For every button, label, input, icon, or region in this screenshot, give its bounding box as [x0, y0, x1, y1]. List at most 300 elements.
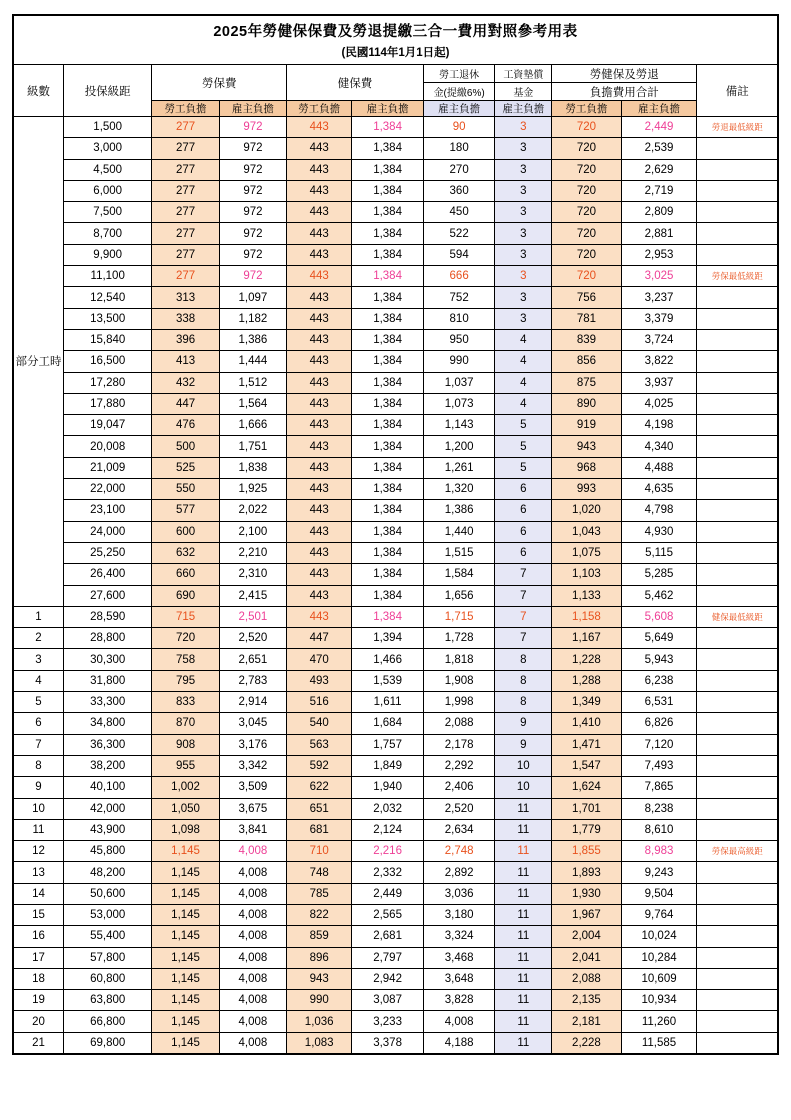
row-grade: 20: [13, 1011, 64, 1032]
row-total-employer: 8,610: [621, 819, 697, 840]
th-total-1: 勞健保及勞退: [552, 65, 697, 83]
row-remark: [697, 904, 778, 925]
row-remark: [697, 521, 778, 542]
row-health-employer: 2,332: [352, 862, 424, 883]
row-total-worker: 839: [552, 329, 621, 350]
row-total-employer: 2,449: [621, 117, 697, 138]
row-labor-worker: 1,145: [152, 968, 219, 989]
row-total-employer: 4,025: [621, 393, 697, 414]
row-labor-worker: 413: [152, 351, 219, 372]
row-health-worker: 443: [287, 457, 352, 478]
row-health-employer: 1,466: [352, 649, 424, 670]
table-row: [13, 841, 778, 862]
row-labor-worker: 525: [152, 457, 219, 478]
row-health-employer: 2,797: [352, 947, 424, 968]
row-labor-employer: 1,444: [219, 351, 286, 372]
row-labor-employer: 972: [219, 202, 286, 223]
row-remark: [697, 138, 778, 159]
row-remark: 勞退最低級距: [697, 117, 778, 138]
row-labor-worker: 1,145: [152, 1011, 219, 1032]
row-bracket: 63,800: [64, 990, 152, 1011]
row-grade: 21: [13, 1032, 64, 1054]
row-total-employer: 4,198: [621, 415, 697, 436]
row-wagefund-employer: 11: [495, 1032, 552, 1054]
row-total-employer: 6,238: [621, 670, 697, 691]
row-labor-employer: 972: [219, 117, 286, 138]
row-pension-employer: 3,648: [423, 968, 495, 989]
row-pension-employer: 2,748: [423, 841, 495, 862]
row-total-worker: 875: [552, 372, 621, 393]
row-pension-employer: 3,324: [423, 926, 495, 947]
row-health-worker: 822: [287, 904, 352, 925]
row-bracket: 19,047: [64, 415, 152, 436]
row-health-employer: 1,384: [352, 180, 424, 201]
row-health-employer: 1,384: [352, 372, 424, 393]
row-total-employer: 8,983: [621, 841, 697, 862]
row-pension-employer: 594: [423, 244, 495, 265]
row-wagefund-employer: 11: [495, 968, 552, 989]
row-bracket: 16,500: [64, 351, 152, 372]
row-total-worker: 856: [552, 351, 621, 372]
row-pension-employer: 1,386: [423, 500, 495, 521]
row-pension-employer: 2,634: [423, 819, 495, 840]
table-row: [13, 862, 778, 883]
row-wagefund-employer: 5: [495, 457, 552, 478]
row-labor-worker: 550: [152, 479, 219, 500]
row-wagefund-employer: 11: [495, 798, 552, 819]
row-wagefund-employer: 5: [495, 415, 552, 436]
table-row: [13, 755, 778, 776]
row-wagefund-employer: 8: [495, 670, 552, 691]
row-wagefund-employer: 8: [495, 649, 552, 670]
row-labor-worker: 577: [152, 500, 219, 521]
table-row: [13, 819, 778, 840]
row-total-worker: 890: [552, 393, 621, 414]
row-wagefund-employer: 7: [495, 606, 552, 627]
row-health-employer: 2,942: [352, 968, 424, 989]
row-labor-employer: 4,008: [219, 904, 286, 925]
row-wagefund-employer: 6: [495, 479, 552, 500]
row-wagefund-employer: 4: [495, 372, 552, 393]
th-wagefund-1: 工資墊償: [495, 65, 552, 83]
row-labor-employer: 972: [219, 180, 286, 201]
row-remark: [697, 1011, 778, 1032]
row-total-worker: 1,547: [552, 755, 621, 776]
row-wagefund-employer: 3: [495, 138, 552, 159]
row-grade: 12: [13, 841, 64, 862]
row-health-worker: 443: [287, 542, 352, 563]
row-health-worker: 443: [287, 585, 352, 606]
row-labor-worker: 447: [152, 393, 219, 414]
row-pension-employer: 1,200: [423, 436, 495, 457]
row-health-employer: 1,539: [352, 670, 424, 691]
row-pension-employer: 950: [423, 329, 495, 350]
row-health-worker: 443: [287, 308, 352, 329]
row-health-worker: 651: [287, 798, 352, 819]
row-wagefund-employer: 9: [495, 713, 552, 734]
row-total-employer: 3,822: [621, 351, 697, 372]
row-pension-employer: 2,406: [423, 777, 495, 798]
row-labor-worker: 1,145: [152, 904, 219, 925]
row-health-worker: 943: [287, 968, 352, 989]
row-wagefund-employer: 3: [495, 117, 552, 138]
row-bracket: 42,000: [64, 798, 152, 819]
row-health-worker: 443: [287, 372, 352, 393]
row-pension-employer: 180: [423, 138, 495, 159]
row-labor-employer: 3,675: [219, 798, 286, 819]
row-total-worker: 919: [552, 415, 621, 436]
row-wagefund-employer: 11: [495, 904, 552, 925]
row-pension-employer: 1,073: [423, 393, 495, 414]
table-row: [13, 457, 778, 478]
th-pension-employer: 雇主負擔: [423, 101, 495, 117]
row-bracket: 30,300: [64, 649, 152, 670]
row-labor-worker: 432: [152, 372, 219, 393]
row-labor-employer: 972: [219, 159, 286, 180]
table-row: [13, 904, 778, 925]
fee-comparison-table: [12, 14, 779, 1055]
row-wagefund-employer: 9: [495, 734, 552, 755]
row-labor-worker: 690: [152, 585, 219, 606]
row-wagefund-employer: 6: [495, 500, 552, 521]
row-labor-employer: 2,520: [219, 628, 286, 649]
th-remark: 備註: [697, 65, 778, 117]
row-total-worker: 720: [552, 159, 621, 180]
row-total-employer: 4,930: [621, 521, 697, 542]
th-labor-employer: 雇主負擔: [219, 101, 286, 117]
row-total-employer: 4,798: [621, 500, 697, 521]
row-labor-worker: 715: [152, 606, 219, 627]
row-grade: 1: [13, 606, 64, 627]
row-health-worker: 516: [287, 692, 352, 713]
row-total-worker: 1,075: [552, 542, 621, 563]
row-total-worker: 2,135: [552, 990, 621, 1011]
row-bracket: 3,000: [64, 138, 152, 159]
row-health-employer: 3,378: [352, 1032, 424, 1054]
table-row: [13, 393, 778, 414]
row-pension-employer: 2,088: [423, 713, 495, 734]
row-grade: 17: [13, 947, 64, 968]
table-row: [13, 968, 778, 989]
row-total-worker: 1,967: [552, 904, 621, 925]
row-total-employer: 6,826: [621, 713, 697, 734]
row-total-worker: 2,041: [552, 947, 621, 968]
title-row: [13, 15, 778, 65]
table-row: [13, 266, 778, 287]
row-labor-employer: 3,176: [219, 734, 286, 755]
row-total-employer: 4,488: [621, 457, 697, 478]
row-bracket: 12,540: [64, 287, 152, 308]
row-remark: [697, 649, 778, 670]
row-bracket: 31,800: [64, 670, 152, 691]
row-grade: 4: [13, 670, 64, 691]
row-total-employer: 2,539: [621, 138, 697, 159]
row-wagefund-employer: 4: [495, 393, 552, 414]
row-total-employer: 7,120: [621, 734, 697, 755]
row-labor-worker: 720: [152, 628, 219, 649]
th-grade: 級數: [13, 65, 64, 117]
row-total-employer: 2,953: [621, 244, 697, 265]
table-row: [13, 649, 778, 670]
title-cell: [13, 15, 778, 65]
row-bracket: 26,400: [64, 564, 152, 585]
row-total-worker: 781: [552, 308, 621, 329]
th-labor-insurance: 勞保費: [152, 65, 287, 101]
row-total-employer: 10,934: [621, 990, 697, 1011]
table-row: [13, 436, 778, 457]
row-health-worker: 443: [287, 329, 352, 350]
row-remark: [697, 734, 778, 755]
row-total-worker: 2,181: [552, 1011, 621, 1032]
row-bracket: 57,800: [64, 947, 152, 968]
row-health-worker: 443: [287, 436, 352, 457]
row-labor-worker: 1,145: [152, 990, 219, 1011]
table-row: [13, 713, 778, 734]
row-pension-employer: 90: [423, 117, 495, 138]
row-pension-employer: 1,656: [423, 585, 495, 606]
row-pension-employer: 810: [423, 308, 495, 329]
row-labor-employer: 1,564: [219, 393, 286, 414]
row-remark: [697, 542, 778, 563]
row-total-worker: 720: [552, 117, 621, 138]
row-remark: [697, 968, 778, 989]
row-total-worker: 720: [552, 223, 621, 244]
row-wagefund-employer: 11: [495, 862, 552, 883]
row-total-employer: 8,238: [621, 798, 697, 819]
row-labor-employer: 972: [219, 266, 286, 287]
row-health-worker: 443: [287, 521, 352, 542]
row-total-employer: 5,462: [621, 585, 697, 606]
row-labor-employer: 1,925: [219, 479, 286, 500]
row-total-worker: 1,167: [552, 628, 621, 649]
row-health-worker: 443: [287, 244, 352, 265]
row-health-employer: 1,384: [352, 606, 424, 627]
row-labor-worker: 277: [152, 223, 219, 244]
row-labor-worker: 277: [152, 180, 219, 201]
row-grade: 6: [13, 713, 64, 734]
table-row: [13, 329, 778, 350]
row-bracket: 50,600: [64, 883, 152, 904]
row-total-worker: 720: [552, 266, 621, 287]
row-labor-employer: 1,838: [219, 457, 286, 478]
row-labor-employer: 2,783: [219, 670, 286, 691]
row-total-worker: 993: [552, 479, 621, 500]
row-wagefund-employer: 11: [495, 990, 552, 1011]
row-bracket: 21,009: [64, 457, 152, 478]
row-remark: 健保最低級距: [697, 606, 778, 627]
table-row: [13, 628, 778, 649]
row-pension-employer: 522: [423, 223, 495, 244]
row-total-employer: 9,243: [621, 862, 697, 883]
row-pension-employer: 1,998: [423, 692, 495, 713]
row-grade: 10: [13, 798, 64, 819]
row-total-employer: 11,585: [621, 1032, 697, 1054]
row-grade: 19: [13, 990, 64, 1011]
row-pension-employer: 360: [423, 180, 495, 201]
row-bracket: 17,880: [64, 393, 152, 414]
row-health-worker: 681: [287, 819, 352, 840]
row-total-employer: 2,809: [621, 202, 697, 223]
row-health-employer: 1,684: [352, 713, 424, 734]
row-total-worker: 1,349: [552, 692, 621, 713]
row-wagefund-employer: 10: [495, 755, 552, 776]
row-remark: 勞保最低級距: [697, 266, 778, 287]
row-wagefund-employer: 7: [495, 585, 552, 606]
row-pension-employer: 3,828: [423, 990, 495, 1011]
row-labor-worker: 758: [152, 649, 219, 670]
row-remark: [697, 755, 778, 776]
th-wagefund-2: 基金: [495, 83, 552, 101]
row-wagefund-employer: 5: [495, 436, 552, 457]
row-remark: [697, 564, 778, 585]
row-total-worker: 720: [552, 244, 621, 265]
row-pension-employer: 1,715: [423, 606, 495, 627]
row-health-worker: 1,083: [287, 1032, 352, 1054]
row-health-worker: 443: [287, 479, 352, 500]
row-bracket: 6,000: [64, 180, 152, 201]
row-wagefund-employer: 11: [495, 819, 552, 840]
table-row: [13, 542, 778, 563]
row-bracket: 4,500: [64, 159, 152, 180]
row-total-employer: 5,943: [621, 649, 697, 670]
row-wagefund-employer: 3: [495, 202, 552, 223]
row-health-worker: 443: [287, 287, 352, 308]
row-labor-employer: 4,008: [219, 968, 286, 989]
row-labor-worker: 500: [152, 436, 219, 457]
row-total-employer: 4,635: [621, 479, 697, 500]
row-pension-employer: 3,036: [423, 883, 495, 904]
row-bracket: 66,800: [64, 1011, 152, 1032]
row-total-employer: 9,764: [621, 904, 697, 925]
th-wagefund-employer: 雇主負擔: [495, 101, 552, 117]
row-health-employer: 1,384: [352, 585, 424, 606]
row-total-employer: 4,340: [621, 436, 697, 457]
row-health-employer: 1,384: [352, 287, 424, 308]
row-bracket: 40,100: [64, 777, 152, 798]
row-labor-employer: 3,342: [219, 755, 286, 776]
row-total-employer: 3,937: [621, 372, 697, 393]
row-pension-employer: 990: [423, 351, 495, 372]
row-labor-employer: 4,008: [219, 926, 286, 947]
row-health-employer: 3,087: [352, 990, 424, 1011]
row-total-worker: 1,158: [552, 606, 621, 627]
row-labor-worker: 277: [152, 159, 219, 180]
row-remark: [697, 500, 778, 521]
th-total-employer: 雇主負擔: [621, 101, 697, 117]
row-grade: 15: [13, 904, 64, 925]
row-pension-employer: 3,180: [423, 904, 495, 925]
row-labor-worker: 660: [152, 564, 219, 585]
row-pension-employer: 666: [423, 266, 495, 287]
row-labor-employer: 4,008: [219, 947, 286, 968]
row-bracket: 48,200: [64, 862, 152, 883]
row-labor-employer: 4,008: [219, 883, 286, 904]
th-labor-worker: 勞工負擔: [152, 101, 219, 117]
row-labor-worker: 600: [152, 521, 219, 542]
row-pension-employer: 752: [423, 287, 495, 308]
row-health-worker: 563: [287, 734, 352, 755]
row-labor-worker: 277: [152, 138, 219, 159]
row-total-employer: 2,881: [621, 223, 697, 244]
row-health-employer: 1,384: [352, 521, 424, 542]
row-labor-employer: 2,415: [219, 585, 286, 606]
row-bracket: 38,200: [64, 755, 152, 776]
row-labor-worker: 396: [152, 329, 219, 350]
th-bracket: 投保級距: [64, 65, 152, 117]
row-bracket: 22,000: [64, 479, 152, 500]
table-row: [13, 244, 778, 265]
row-pension-employer: 2,178: [423, 734, 495, 755]
row-labor-employer: 4,008: [219, 1032, 286, 1054]
row-remark: [697, 479, 778, 500]
row-labor-employer: 2,310: [219, 564, 286, 585]
row-total-employer: 5,285: [621, 564, 697, 585]
row-labor-worker: 1,145: [152, 926, 219, 947]
row-remark: [697, 862, 778, 883]
row-pension-employer: 1,440: [423, 521, 495, 542]
table-row: [13, 777, 778, 798]
row-labor-worker: 870: [152, 713, 219, 734]
row-total-worker: 1,930: [552, 883, 621, 904]
row-health-employer: 1,384: [352, 436, 424, 457]
row-wagefund-employer: 3: [495, 266, 552, 287]
row-health-employer: 2,565: [352, 904, 424, 925]
row-pension-employer: 1,143: [423, 415, 495, 436]
doc-subtitle: (民國114年1月1日起): [341, 47, 450, 59]
table-row: [13, 223, 778, 244]
row-health-worker: 1,036: [287, 1011, 352, 1032]
row-remark: [697, 883, 778, 904]
row-health-employer: 2,216: [352, 841, 424, 862]
row-health-worker: 443: [287, 266, 352, 287]
row-bracket: 36,300: [64, 734, 152, 755]
row-labor-worker: 1,145: [152, 841, 219, 862]
row-wagefund-employer: 4: [495, 329, 552, 350]
table-row: [13, 202, 778, 223]
th-total-worker: 勞工負擔: [552, 101, 621, 117]
row-grade: 8: [13, 755, 64, 776]
table-row: [13, 692, 778, 713]
row-total-worker: 720: [552, 138, 621, 159]
row-health-employer: 1,384: [352, 117, 424, 138]
row-remark: [697, 819, 778, 840]
row-health-worker: 592: [287, 755, 352, 776]
row-remark: [697, 308, 778, 329]
row-remark: [697, 713, 778, 734]
row-labor-worker: 1,098: [152, 819, 219, 840]
row-total-worker: 2,088: [552, 968, 621, 989]
row-remark: [697, 926, 778, 947]
row-total-worker: 968: [552, 457, 621, 478]
row-total-worker: 1,624: [552, 777, 621, 798]
row-wagefund-employer: 11: [495, 926, 552, 947]
row-bracket: 60,800: [64, 968, 152, 989]
row-total-worker: 720: [552, 180, 621, 201]
row-labor-employer: 3,045: [219, 713, 286, 734]
row-health-employer: 1,384: [352, 457, 424, 478]
row-pension-employer: 1,261: [423, 457, 495, 478]
row-grade: 18: [13, 968, 64, 989]
row-labor-employer: 972: [219, 223, 286, 244]
row-total-worker: 943: [552, 436, 621, 457]
row-bracket: 28,590: [64, 606, 152, 627]
row-labor-worker: 277: [152, 244, 219, 265]
row-labor-employer: 3,841: [219, 819, 286, 840]
row-labor-worker: 313: [152, 287, 219, 308]
row-total-employer: 5,115: [621, 542, 697, 563]
row-labor-worker: 338: [152, 308, 219, 329]
row-wagefund-employer: 7: [495, 564, 552, 585]
